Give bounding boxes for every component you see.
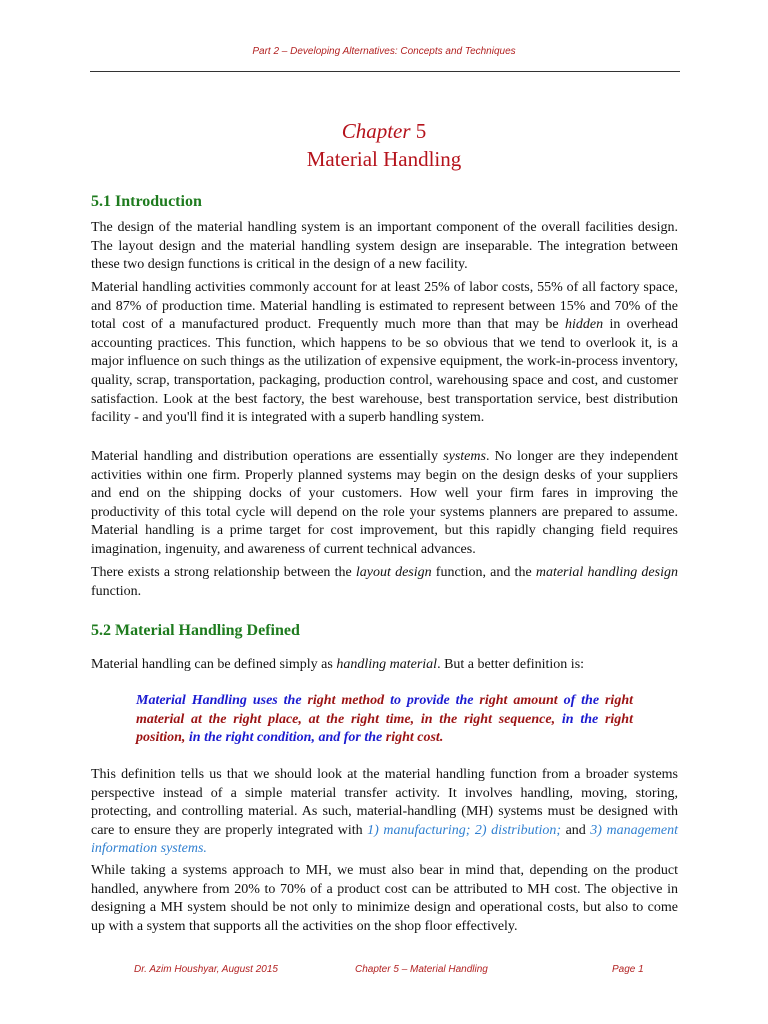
footer-author: Dr. Azim Houshyar, August 2015 [134,964,278,975]
definition-segment: Material Handling uses the [136,693,308,708]
section-heading-mh-defined: 5.2 Material Handling Defined [91,622,300,639]
integration-link-2[interactable]: 3) management information systems. [91,822,678,857]
definition-segment: and for the [318,730,386,746]
definition-segment: in the right condition, [188,730,319,746]
definition-segment: in the [561,711,605,727]
defined-paragraph-1: Material handling can be defined simply as handling material. But a better definition is: [91,657,585,672]
chapter-number-value: 5 [415,119,427,143]
intro-paragraph-3: Material handling and distribution operations are essentially systems. No longer are they independent activities within one firm. Properly planned systems may begin on the design desks of your suppliers and end on the shipping docks of your customers. How well your firm fares in improving the productivity of this total cycle will depend on the role your systems planners are prepared to assume. Material handling is a prime target for cost improvement, but this rapidly changing field requires imagination, ingenuity, and awareness of current technical advances. [91,449,678,557]
defined-paragraph-2: This definition tells us that we should look at the material handling function from a broader systems perspective instead of a simple material transfer activity. It involves handling, moving, storing, protecting, and controlling material. As such, material-handling (MH) systems must be designed with care to ensure they are properly integrated with 1) manufacturing; 2) distribution; and 3) management information systems. [91,767,678,857]
definition-quote [136,692,633,748]
header-divider [90,71,680,72]
definition-segment: right method [307,693,391,708]
footer-page-number: Page 1 [612,964,644,975]
definition-segment: right position, [136,711,633,746]
intro-paragraph-4: There exists a strong relationship between the layout design function, and the material handling design function. [91,565,678,599]
integration-link-1[interactable]: 1) manufacturing; 2) distribution; [367,822,562,838]
intro-paragraph-2: Material handling activities commonly account for at least 25% of labor costs, 55% of all factory space, and 87% of production time. Material handling is estimated to represent between 15% and 70% of the total cost of a manufactured product. Frequently much more than that may be hidden in overhead accounting practices. This function, which happens to be so obvious that we tend to overlook it, is a major influence on such things as the utilization of expensive equipment, the work-in-process inventory, quality, scrap, transportation, packaging, production control, warehousing space and cost, and customer satisfaction. Look at the best factory, the best warehouse, best transportation service, best distribution facility - and you'll find it is integrated with a superb handling system. [91,280,678,426]
definition-segment: to provide the [390,693,480,708]
chapter-number [0,119,768,144]
defined-paragraph-3: While taking a systems approach to MH, we must also bear in mind that, depending on the product handled, anywhere from 20% to 70% of a product cost can be attributed to MH cost. The objective in designing a MH system should be not only to minimize design and operational costs, but also to come up with a system that supports all the activities on the shop floor effectively. [91,863,678,934]
definition-segment: right cost. [385,730,444,746]
definition-segment: right amount [479,693,564,708]
chapter-label: Chapter [341,119,411,143]
definition-segment: of the [563,693,605,708]
section-heading-introduction: 5.1 Introduction [91,193,202,210]
footer-chapter: Chapter 5 – Material Handling [355,964,488,975]
intro-paragraph-1: The design of the material handling system is an important component of the overall facilities design. The layout design and the material handling system design are inseparable. The integration between these two design functions is critical in the design of a new facility. [91,220,678,273]
running-header: Part 2 – Developing Alternatives: Concepts and Techniques [252,46,516,57]
chapter-title: Material Handling [306,147,462,171]
definition-segment: right material at the right place, at the right time, in the right sequence, [136,693,633,727]
